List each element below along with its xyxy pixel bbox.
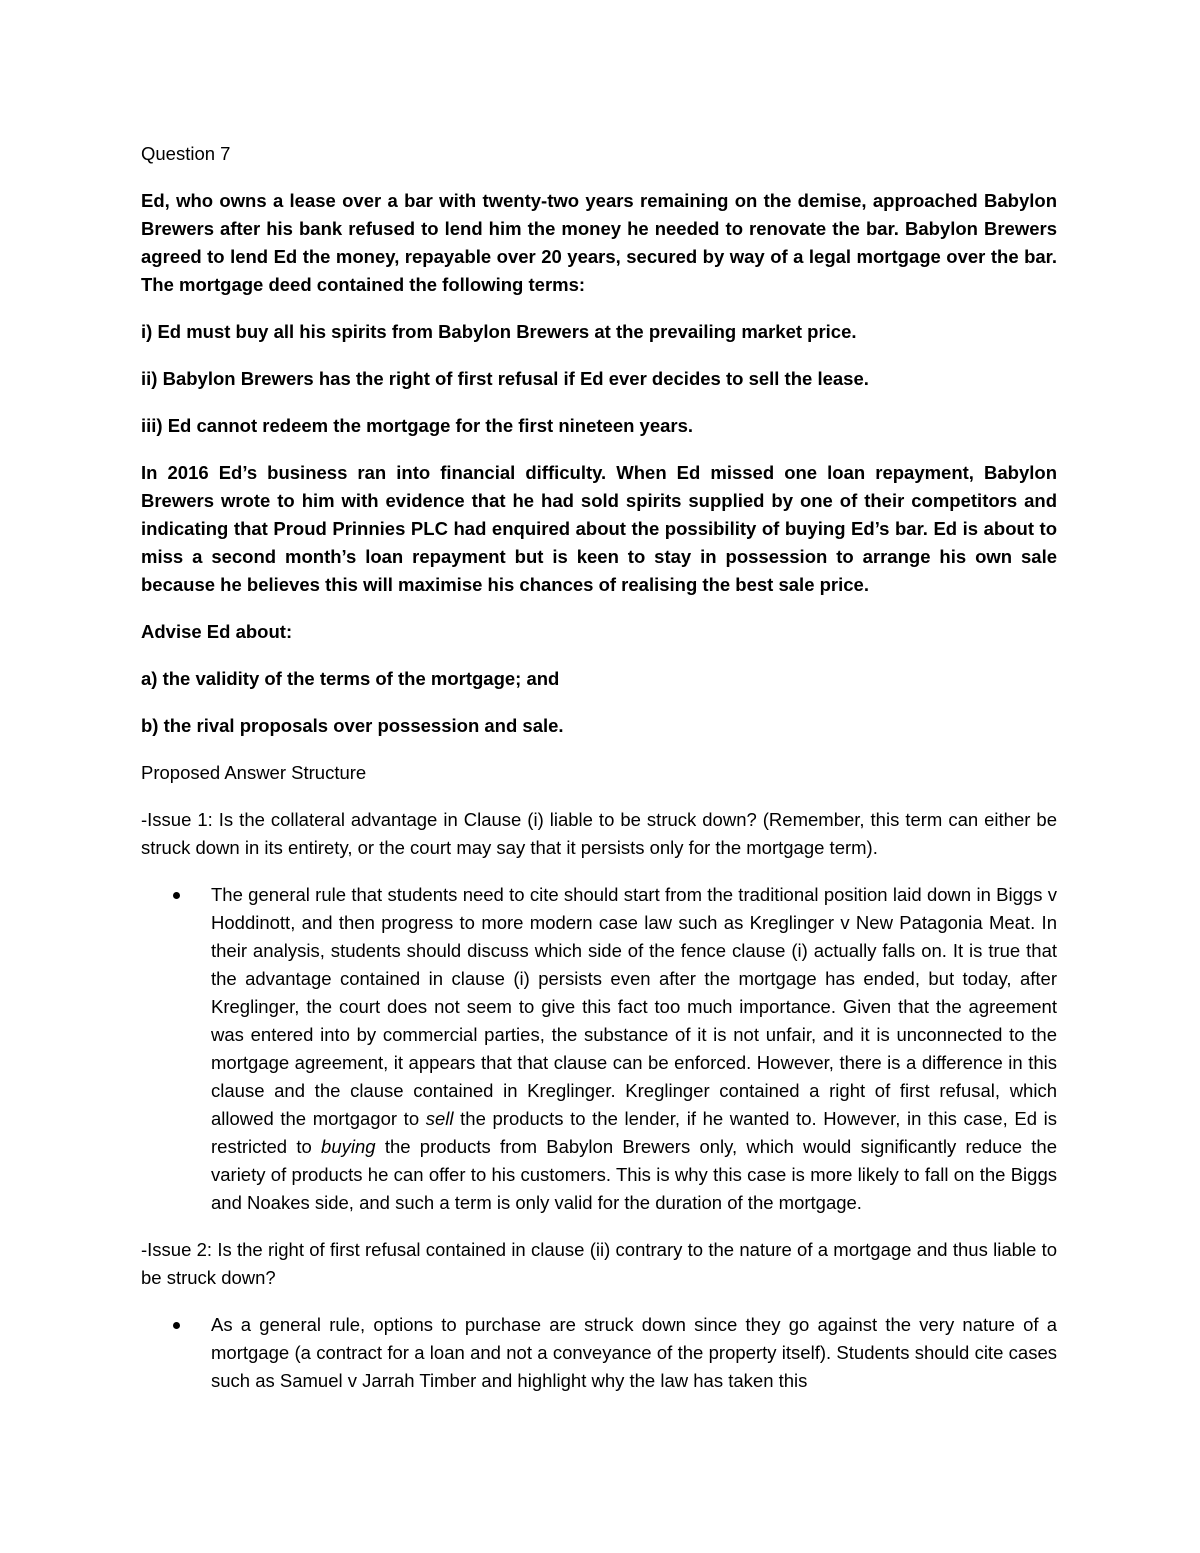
- term-iii: iii) Ed cannot redeem the mortgage for the first nineteen years.: [141, 415, 694, 436]
- advise-b: b) the rival proposals over possession and sale.: [141, 715, 564, 736]
- document-page: [141, 140, 1057, 1414]
- advise-intro: Advise Ed about:: [141, 621, 293, 642]
- issue1-bullet-part2: the products to the lender, if he wanted to. However, in this case, Ed is restricted to: [211, 1108, 1057, 1157]
- bullet-dot-icon: [173, 892, 180, 899]
- facts-paragraph: Ed, who owns a lease over a bar with twenty-two years remaining on the demise, approached Babylon Brewers after his bank refused to lend him the money he needed to renovate the bar. Babylon Brewers agreed to lend Ed the money, repayable over 20 years, secured by way of a legal mortgage over the bar. The mortgage deed contained the following terms:: [141, 190, 1057, 295]
- issue1-bullet-em-buying: buying: [321, 1136, 376, 1157]
- issue1-bullet-part1: The general rule that students need to cite should start from the traditional position laid down in Biggs v Hoddinott, and then progress to more modern case law such as Kreglinger v New Patagonia Meat. In their analysis, students should discuss which side of the fence clause (i) actually falls on. It is true that the advantage contained in clause (i) persists even after the mortgage has ended, but today, after Kreglinger, the court does not seem to give this fact too much importance. Given that the agreement was entered into by commercial parties, the substance of it is not unfair, and it is unconnected to the mortgage agreement, it appears that that clause can be enforced. However, there is a difference in this clause and the clause contained in Kreglinger. Kreglinger contained a right of first refusal, which allowed the mortgagor to: [211, 884, 1057, 1129]
- issue2-bullet-text: As a general rule, options to purchase are struck down since they go against the very nature of a mortgage (a contract for a loan and not a conveyance of the property itself). Students should cite cases such as Samuel v Jarrah Timber and highlight why the law has taken this: [211, 1314, 1057, 1391]
- term-i: i) Ed must buy all his spirits from Babylon Brewers at the prevailing market price.: [141, 321, 857, 342]
- bullet-dot-icon: [173, 1322, 180, 1329]
- issue1-bullet-part3: the products from Babylon Brewers only, which would significantly reduce the variety of products he can offer to his customers. This is why this case is more likely to fall on the Biggs and Noakes side, and such a term is only valid for the duration of the mortgage.: [211, 1136, 1058, 1213]
- events-paragraph: In 2016 Ed’s business ran into financial difficulty. When Ed missed one loan repayment, Babylon Brewers wrote to him with evidence that he had sold spirits supplied by one of their competitors and indicating that Proud Prinnies PLC had enquired about the possibility of buying Ed’s bar. Ed is about to miss a second month’s loan repayment but is keen to stay in possession to arrange his own sale because he believes this will maximise his chances of realising the best sale price.: [141, 462, 1057, 595]
- advise-a: a) the validity of the terms of the mortgage; and: [141, 668, 560, 689]
- question-heading: Question 7: [141, 143, 231, 164]
- term-ii: ii) Babylon Brewers has the right of first refusal if Ed ever decides to sell the lease.: [141, 368, 869, 389]
- issue1-text: -Issue 1: Is the collateral advantage in Clause (i) liable to be struck down? (Remember, this term can either be struck down in its entirety, or the court may say that it persists only for the mortgage term).: [141, 809, 1057, 858]
- issue1-bullet-em-sell: sell: [425, 1108, 454, 1129]
- answer-heading: Proposed Answer Structure: [141, 762, 367, 783]
- issue1-bullet: [141, 881, 1057, 1217]
- issue2-bullet: [141, 1311, 1057, 1395]
- issue1-bullet-list: [141, 881, 1057, 1217]
- issue2-bullet-list: [141, 1311, 1057, 1395]
- issue2-text: -Issue 2: Is the right of first refusal contained in clause (ii) contrary to the nature of a mortgage and thus liable to be struck down?: [141, 1239, 1057, 1288]
